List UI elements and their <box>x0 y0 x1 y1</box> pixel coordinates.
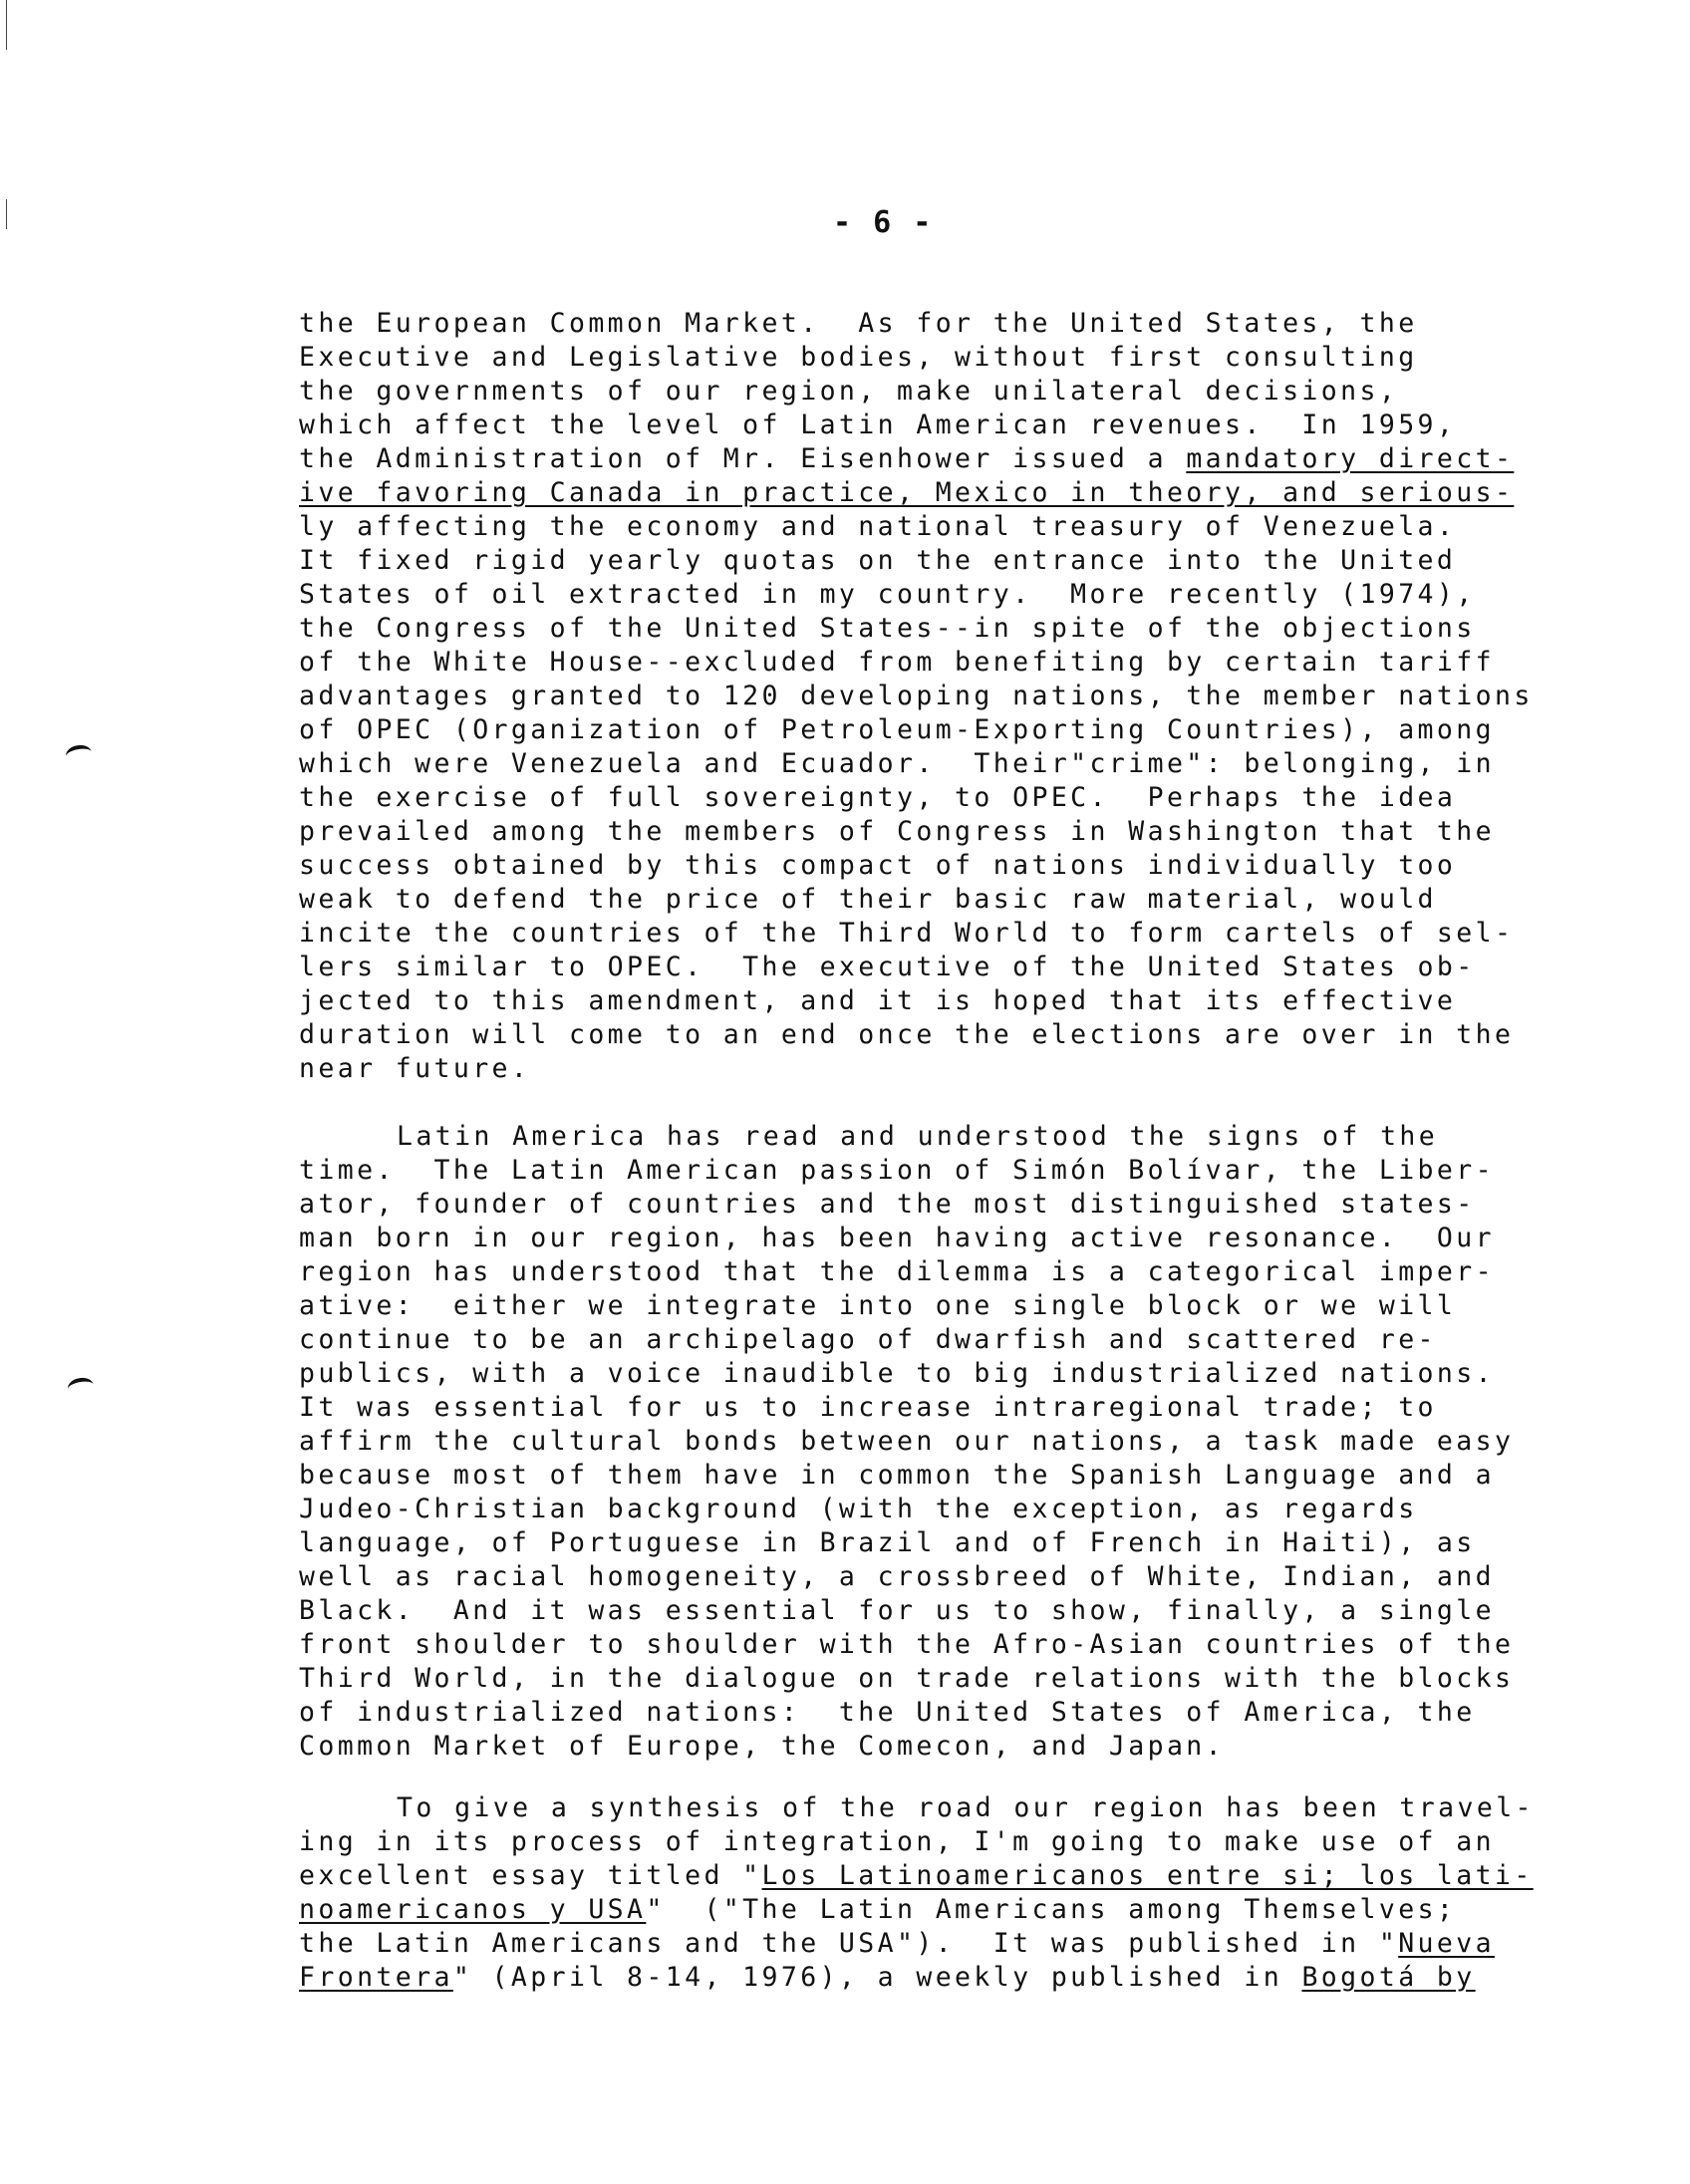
text-line: the Congress of the United States--in spite of the objections <box>299 613 1476 644</box>
text-line: success obtained by this compact of nations individually too <box>299 850 1457 881</box>
text-line: lers similar to OPEC. The executive of the United States ob- <box>299 952 1476 982</box>
text-line: jected to this amendment, and it is hoped that its effective <box>299 985 1457 1016</box>
text-line: incite the countries of the Third World to form cartels of sel- <box>299 918 1515 949</box>
text-line: To give a synthesis of the road our region has been travel- <box>397 1792 1535 1823</box>
text-line: It fixed rigid yearly quotas on the entrance into the United <box>299 545 1457 576</box>
text-line: duration will come to an end once the elections are over in the <box>299 1019 1515 1050</box>
text-line: Black. And it was essential for us to show, finally, a single <box>299 1595 1495 1626</box>
underlined-text: Los Latinoamericanos entre si; los lati- <box>761 1860 1534 1891</box>
underlined-text: Frontera <box>299 1962 453 1993</box>
text-line: well as racial homogeneity, a crossbreed of White, Indian, and <box>299 1561 1495 1592</box>
text-line: ing in its process of integration, I'm going to make use of an <box>299 1826 1495 1857</box>
text-line: which affect the level of Latin American revenues. In 1959, <box>299 410 1457 440</box>
text-line: Executive and Legislative bodies, without first consulting <box>299 342 1418 373</box>
text-line: publics, with a voice inaudible to big industrialized nations. <box>299 1358 1495 1389</box>
paragraph-2 <box>299 1120 1614 1764</box>
text-line: front shoulder to shoulder with the Afro-Asian countries of the <box>299 1629 1515 1660</box>
text-line: Frontera" (April 8-14, 1976), a weekly published in Bogotá by <box>299 1962 1476 1993</box>
page-number: - 6 - <box>833 205 934 240</box>
text-line: ator, founder of countries and the most distinguished states- <box>299 1189 1476 1220</box>
underlined-text: ive favoring Canada in practice, Mexico in theory, and serious- <box>299 477 1515 508</box>
text-line: near future. <box>299 1053 531 1084</box>
text-line: Latin America has read and understood the signs of the <box>397 1121 1439 1152</box>
text-line: region has understood that the dilemma is a categorical imper- <box>299 1256 1495 1287</box>
text-line: Common Market of Europe, the Comecon, and Japan. <box>299 1731 1226 1762</box>
underlined-text: Nueva <box>1398 1928 1495 1959</box>
text-line: States of oil extracted in my country. More recently (1974), <box>299 579 1476 610</box>
text-line: man born in our region, has been having active resonance. Our <box>299 1223 1495 1253</box>
text-line: the Administration of Mr. Eisenhower issued a mandatory direct- <box>299 443 1515 474</box>
margin-bracket-mark <box>67 1376 96 1398</box>
margin-bracket-mark <box>65 743 94 765</box>
text-line: time. The Latin American passion of Simón Bolívar, the Liber- <box>299 1155 1495 1186</box>
paragraph-3 <box>299 1791 1614 1995</box>
text-line: ative: either we integrate into one single block or we will <box>299 1290 1457 1321</box>
underlined-text: Bogotá by <box>1301 1962 1476 1993</box>
text-line: continue to be an archipelago of dwarfish and scattered re- <box>299 1324 1437 1355</box>
text-line: affirm the cultural bonds between our nations, a task made easy <box>299 1426 1515 1457</box>
text-line: because most of them have in common the Spanish Language and a <box>299 1460 1495 1491</box>
text-line: language, of Portuguese in Brazil and of French in Haiti), as <box>299 1527 1476 1558</box>
text-line: of industrialized nations: the United States of America, the <box>299 1697 1476 1728</box>
text-line: prevailed among the members of Congress in Washington that the <box>299 816 1495 847</box>
text-line: noamericanos y USA" ("The Latin Americans among Themselves; <box>299 1894 1457 1925</box>
text-line: of OPEC (Organization of Petroleum-Exporting Countries), among <box>299 714 1495 745</box>
text-line: of the White House--excluded from benefiting by certain tariff <box>299 647 1495 678</box>
text-line: Judeo-Christian background (with the exception, as regards <box>299 1494 1418 1524</box>
text-line: It was essential for us to increase intraregional trade; to <box>299 1392 1437 1423</box>
text-line: the Latin Americans and the USA"). It was published in "Nueva <box>299 1928 1495 1959</box>
text-line: which were Venezuela and Ecuador. Their"crime": belonging, in <box>299 748 1495 779</box>
underlined-text: mandatory direct- <box>1186 443 1515 474</box>
text-line: weak to defend the price of their basic raw material, would <box>299 884 1437 915</box>
text-line: the governments of our region, make unilateral decisions, <box>299 376 1399 407</box>
scan-edge-mark <box>6 0 7 50</box>
paragraph-1 <box>299 307 1614 1086</box>
text-line: advantages granted to 120 developing nations, the member nations <box>299 681 1534 711</box>
text-line: Third World, in the dialogue on trade relations with the blocks <box>299 1663 1515 1694</box>
text-line: the European Common Market. As for the United States, the <box>299 308 1418 339</box>
underlined-text: noamericanos y USA <box>299 1894 647 1925</box>
text-line: the exercise of full sovereignty, to OPEC. Perhaps the idea <box>299 782 1457 813</box>
text-line: ly affecting the economy and national treasury of Venezuela. <box>299 511 1457 542</box>
text-line <box>299 476 1614 510</box>
text-line: excellent essay titled "Los Latinoamericanos entre si; los lati- <box>299 1860 1534 1891</box>
